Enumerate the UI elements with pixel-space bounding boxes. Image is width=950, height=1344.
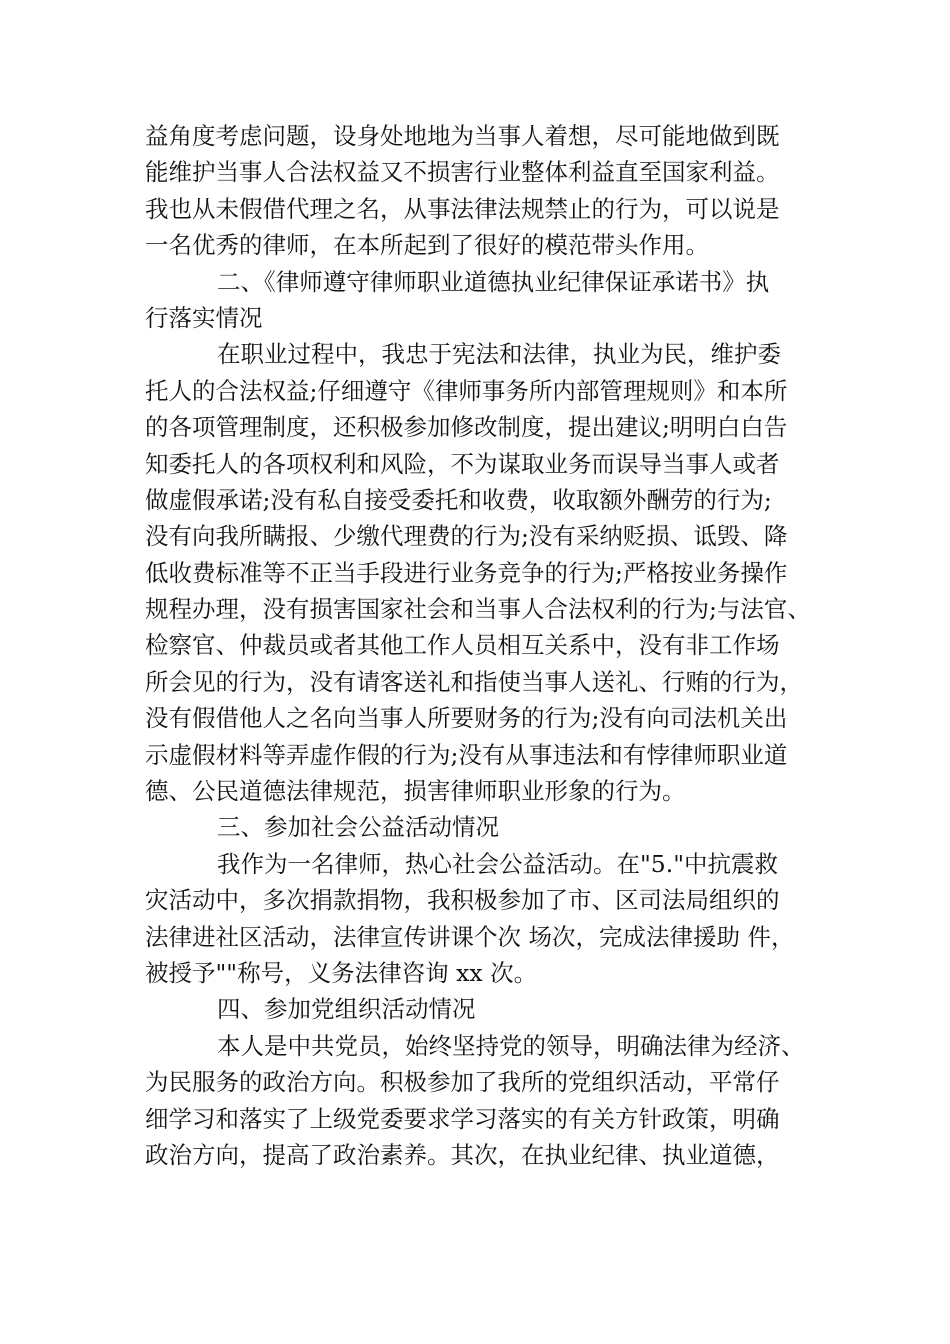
text-line: 为民服务的政治方向。积极参加了我所的党组织活动，平常仔 [145, 1068, 780, 1097]
text-line: 二、《律师遵守律师职业道德执业纪律保证承诺书》执 [217, 267, 770, 296]
text-line: 益角度考虑问题，设身处地地为当事人着想，尽可能地做到既 [145, 122, 780, 150]
text-line: 检察官、仲裁员或者其他工作人员相互关系中，没有非工作场 [145, 631, 780, 660]
text-line: 被授予""称号，义务法律咨询 xx 次。 [145, 958, 538, 987]
text-line: 我作为一名律师，热心社会公益活动。在"5."中抗震救 [217, 849, 779, 878]
text-line: 行落实情况 [145, 303, 263, 332]
text-line: 规程办理，没有损害国家社会和当事人合法权利的行为;与法官、 [145, 595, 811, 624]
text-line: 四、参加党组织活动情况 [217, 995, 476, 1024]
text-line: 能维护当事人合法权益又不损害行业整体利益直至国家利益。 [145, 158, 780, 187]
text-line: 托人的合法权益;仔细遵守《律师事务所内部管理规则》和本所 [145, 376, 788, 405]
text-line: 德、公民道德法律规范，损害律师职业形象的行为。 [145, 777, 686, 806]
text-line: 示虚假材料等弄虚作假的行为;没有从事违法和有悖律师职业道 [145, 740, 788, 769]
text-line: 灾活动中，多次捐款捐物，我积极参加了市、区司法局组织的 [145, 886, 780, 915]
text-line: 所会见的行为，没有请客送礼和指使当事人送礼、行贿的行为， [145, 667, 803, 696]
text-line: 的各项管理制度，还积极参加修改制度，提出建议;明明白白告 [145, 413, 788, 442]
text-line: 低收费标准等不正当手段进行业务竞争的行为;严格按业务操作 [145, 558, 788, 587]
text-line: 三、参加社会公益活动情况 [217, 813, 499, 842]
text-line: 没有假借他人之名向当事人所要财务的行为;没有向司法机关出 [145, 704, 788, 733]
text-line: 没有向我所瞒报、少缴代理费的行为;没有采纳贬损、诋毁、降 [145, 522, 788, 551]
text-line: 细学习和落实了上级党委要求学习落实的有关方针政策，明确 [145, 1104, 780, 1133]
text-line: 政治方向，提高了政治素养。其次，在执业纪律、执业道德， [145, 1140, 780, 1169]
text-line: 做虚假承诺;没有私自接受委托和收费，收取额外酬劳的行为; [145, 485, 772, 514]
text-line: 知委托人的各项权利和风险，不为谋取业务而误导当事人或者 [145, 449, 780, 478]
text-line: 本人是中共党员，始终坚持党的领导，明确法律为经济、 [217, 1031, 805, 1060]
text-line: 在职业过程中，我忠于宪法和法律，执业为民，维护委 [217, 340, 781, 369]
text-line: 法律进社区活动，法律宣传讲课个次 场次，完成法律援助 件， [145, 922, 795, 951]
text-line: 我也从未假借代理之名，从事法律法规禁止的行为，可以说是 [145, 194, 780, 223]
text-line: 一名优秀的律师，在本所起到了很好的模范带头作用。 [145, 231, 709, 260]
document-body [145, 118, 825, 1173]
